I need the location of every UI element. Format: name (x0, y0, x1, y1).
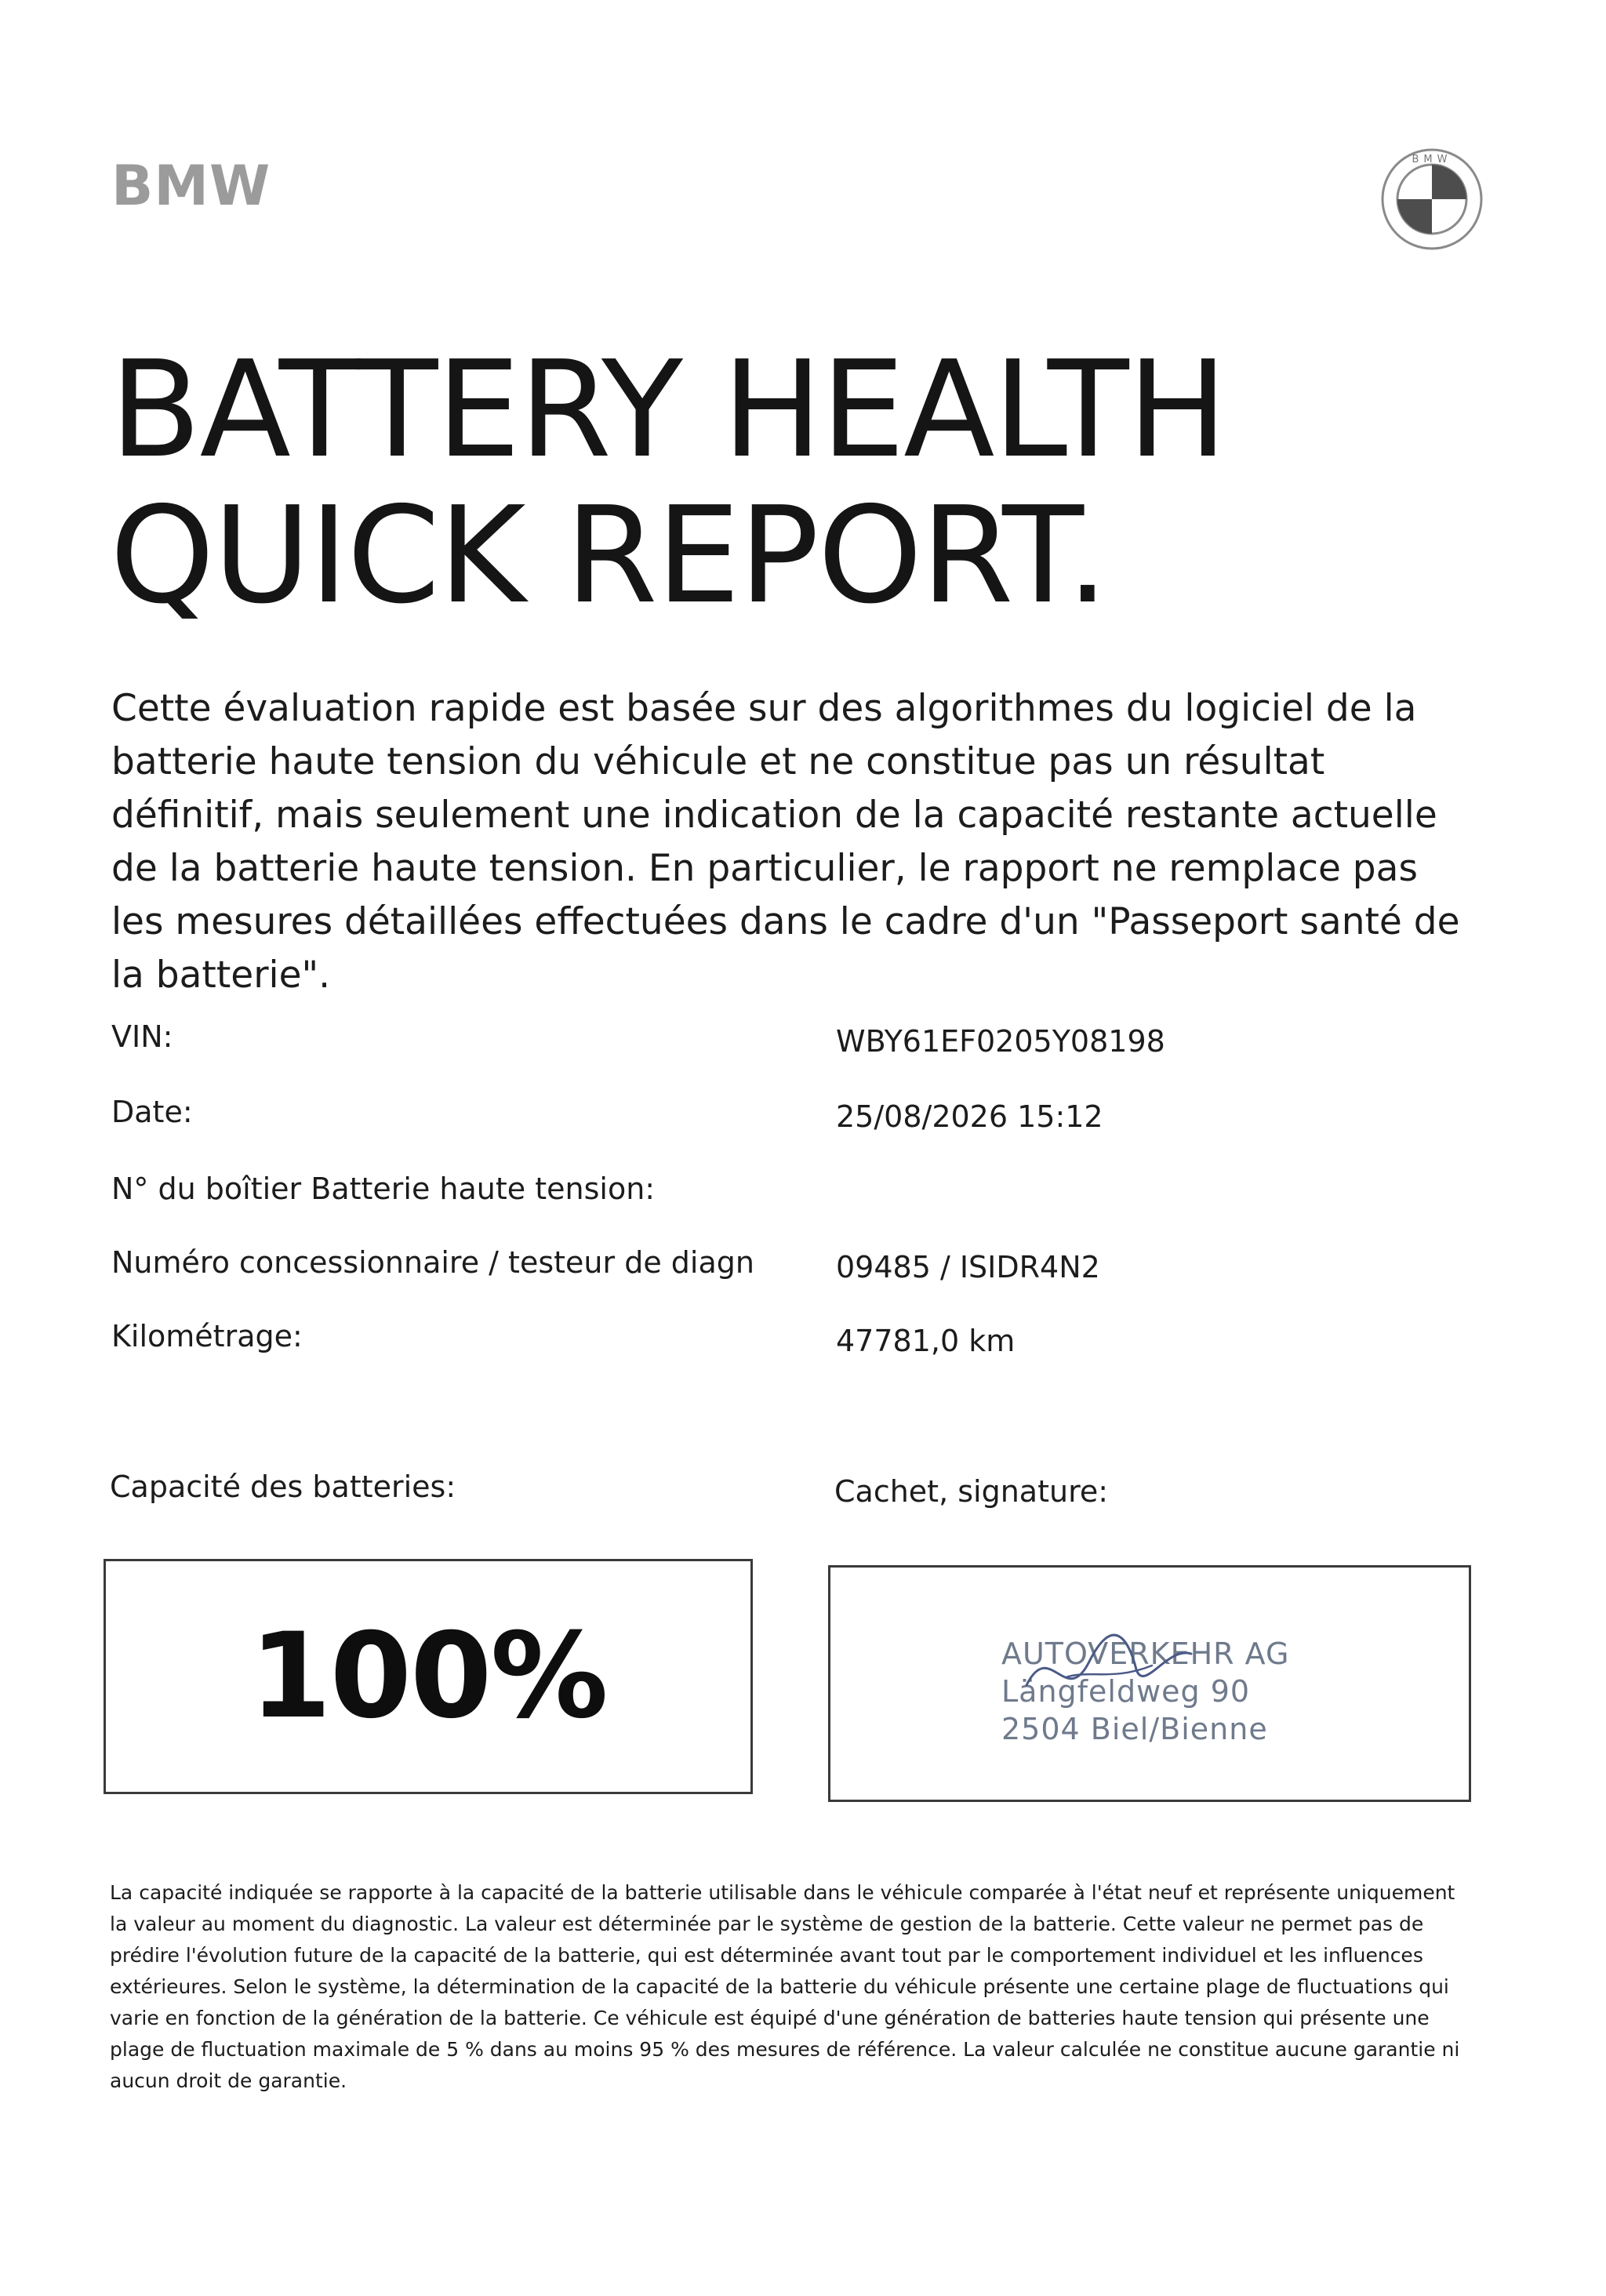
mileage-label: Kilométrage: (111, 1319, 303, 1353)
stamp-label: Cachet, signature: (834, 1474, 1109, 1509)
roundel-letters: BMW (1412, 154, 1452, 165)
report-title (110, 332, 1226, 634)
info-row-date (111, 1095, 1492, 1142)
capacity-label: Capacité des batteries: (110, 1470, 456, 1504)
date-value: 25/08/2026 15:12 (836, 1099, 1103, 1134)
date-label: Date: (111, 1095, 193, 1129)
capacity-value: 100% (249, 1608, 607, 1745)
brand-wordmark: BMW (111, 154, 271, 218)
vin-value: WBY61EF0205Y08198 (836, 1024, 1165, 1059)
info-row-box-number (111, 1172, 1492, 1219)
bmw-roundel-icon (1380, 147, 1484, 251)
box-number-label: N° du boîtier Batterie haute tension: (111, 1172, 656, 1206)
capacity-box (104, 1559, 753, 1794)
dealer-value: 09485 / ISIDR4N2 (836, 1250, 1100, 1284)
mileage-value: 47781,0 km (836, 1324, 1016, 1358)
vin-label: VIN: (111, 1019, 173, 1054)
info-row-vin (111, 1019, 1492, 1066)
stamp-line-3: 2504 Biel/Bienne (1001, 1712, 1268, 1746)
disclaimer-text: La capacité indiquée se rapporte à la capacité de la batterie utilisable dans le véhicule comparée à l'état neuf et représente uniquement la valeur au moment du diagnostic. La valeur est déterminée par le système de gestion de la batterie. Cette valeur ne permet pas de prédire l'évolution future de la capacité de la batterie, qui est déterminée avant tout par le comportement individuel et les influences extérieures. Selon le système, la détermination de la capacité de la batterie du véhicule présente une certaine plage de fluctuations qui varie en fonction de la génération de la batterie. Ce véhicule est équipé d'une génération de batteries haute tension qui présente une plage de fluctuation maximale de 5 % dans au moins 95 % des mesures de référence. La valeur calculée ne constitue aucune garantie ni aucun droit de garantie. (110, 1881, 1460, 2092)
intro-paragraph-container (111, 682, 1476, 997)
stamp-line-1: AUTOVERKEHR AG (1001, 1637, 1290, 1671)
stamp-line-2: Längfeldweg 90 (1001, 1674, 1251, 1709)
handwritten-signature (1019, 1622, 1199, 1717)
dealer-label: Numéro concessionnaire / testeur de diagn (111, 1245, 754, 1280)
info-row-mileage (111, 1319, 1492, 1366)
info-row-dealer (111, 1245, 1492, 1292)
report-title-line-2: QUICK REPORT. (110, 478, 1107, 634)
stamp-box (828, 1565, 1471, 1802)
report-title-line-1: BATTERY HEALTH (110, 332, 1226, 488)
intro-paragraph: Cette évaluation rapide est basée sur des algorithmes du logiciel de la batterie haute tension du véhicule et ne constitue pas un résultat définitif, mais seulement une indication de la capacité restante actuelle de la batterie haute tension. En particulier, le rapport ne remplace pas les mesures détaillées effectuées dans le cadre d'un "Passeport santé de la batterie". (111, 687, 1460, 997)
